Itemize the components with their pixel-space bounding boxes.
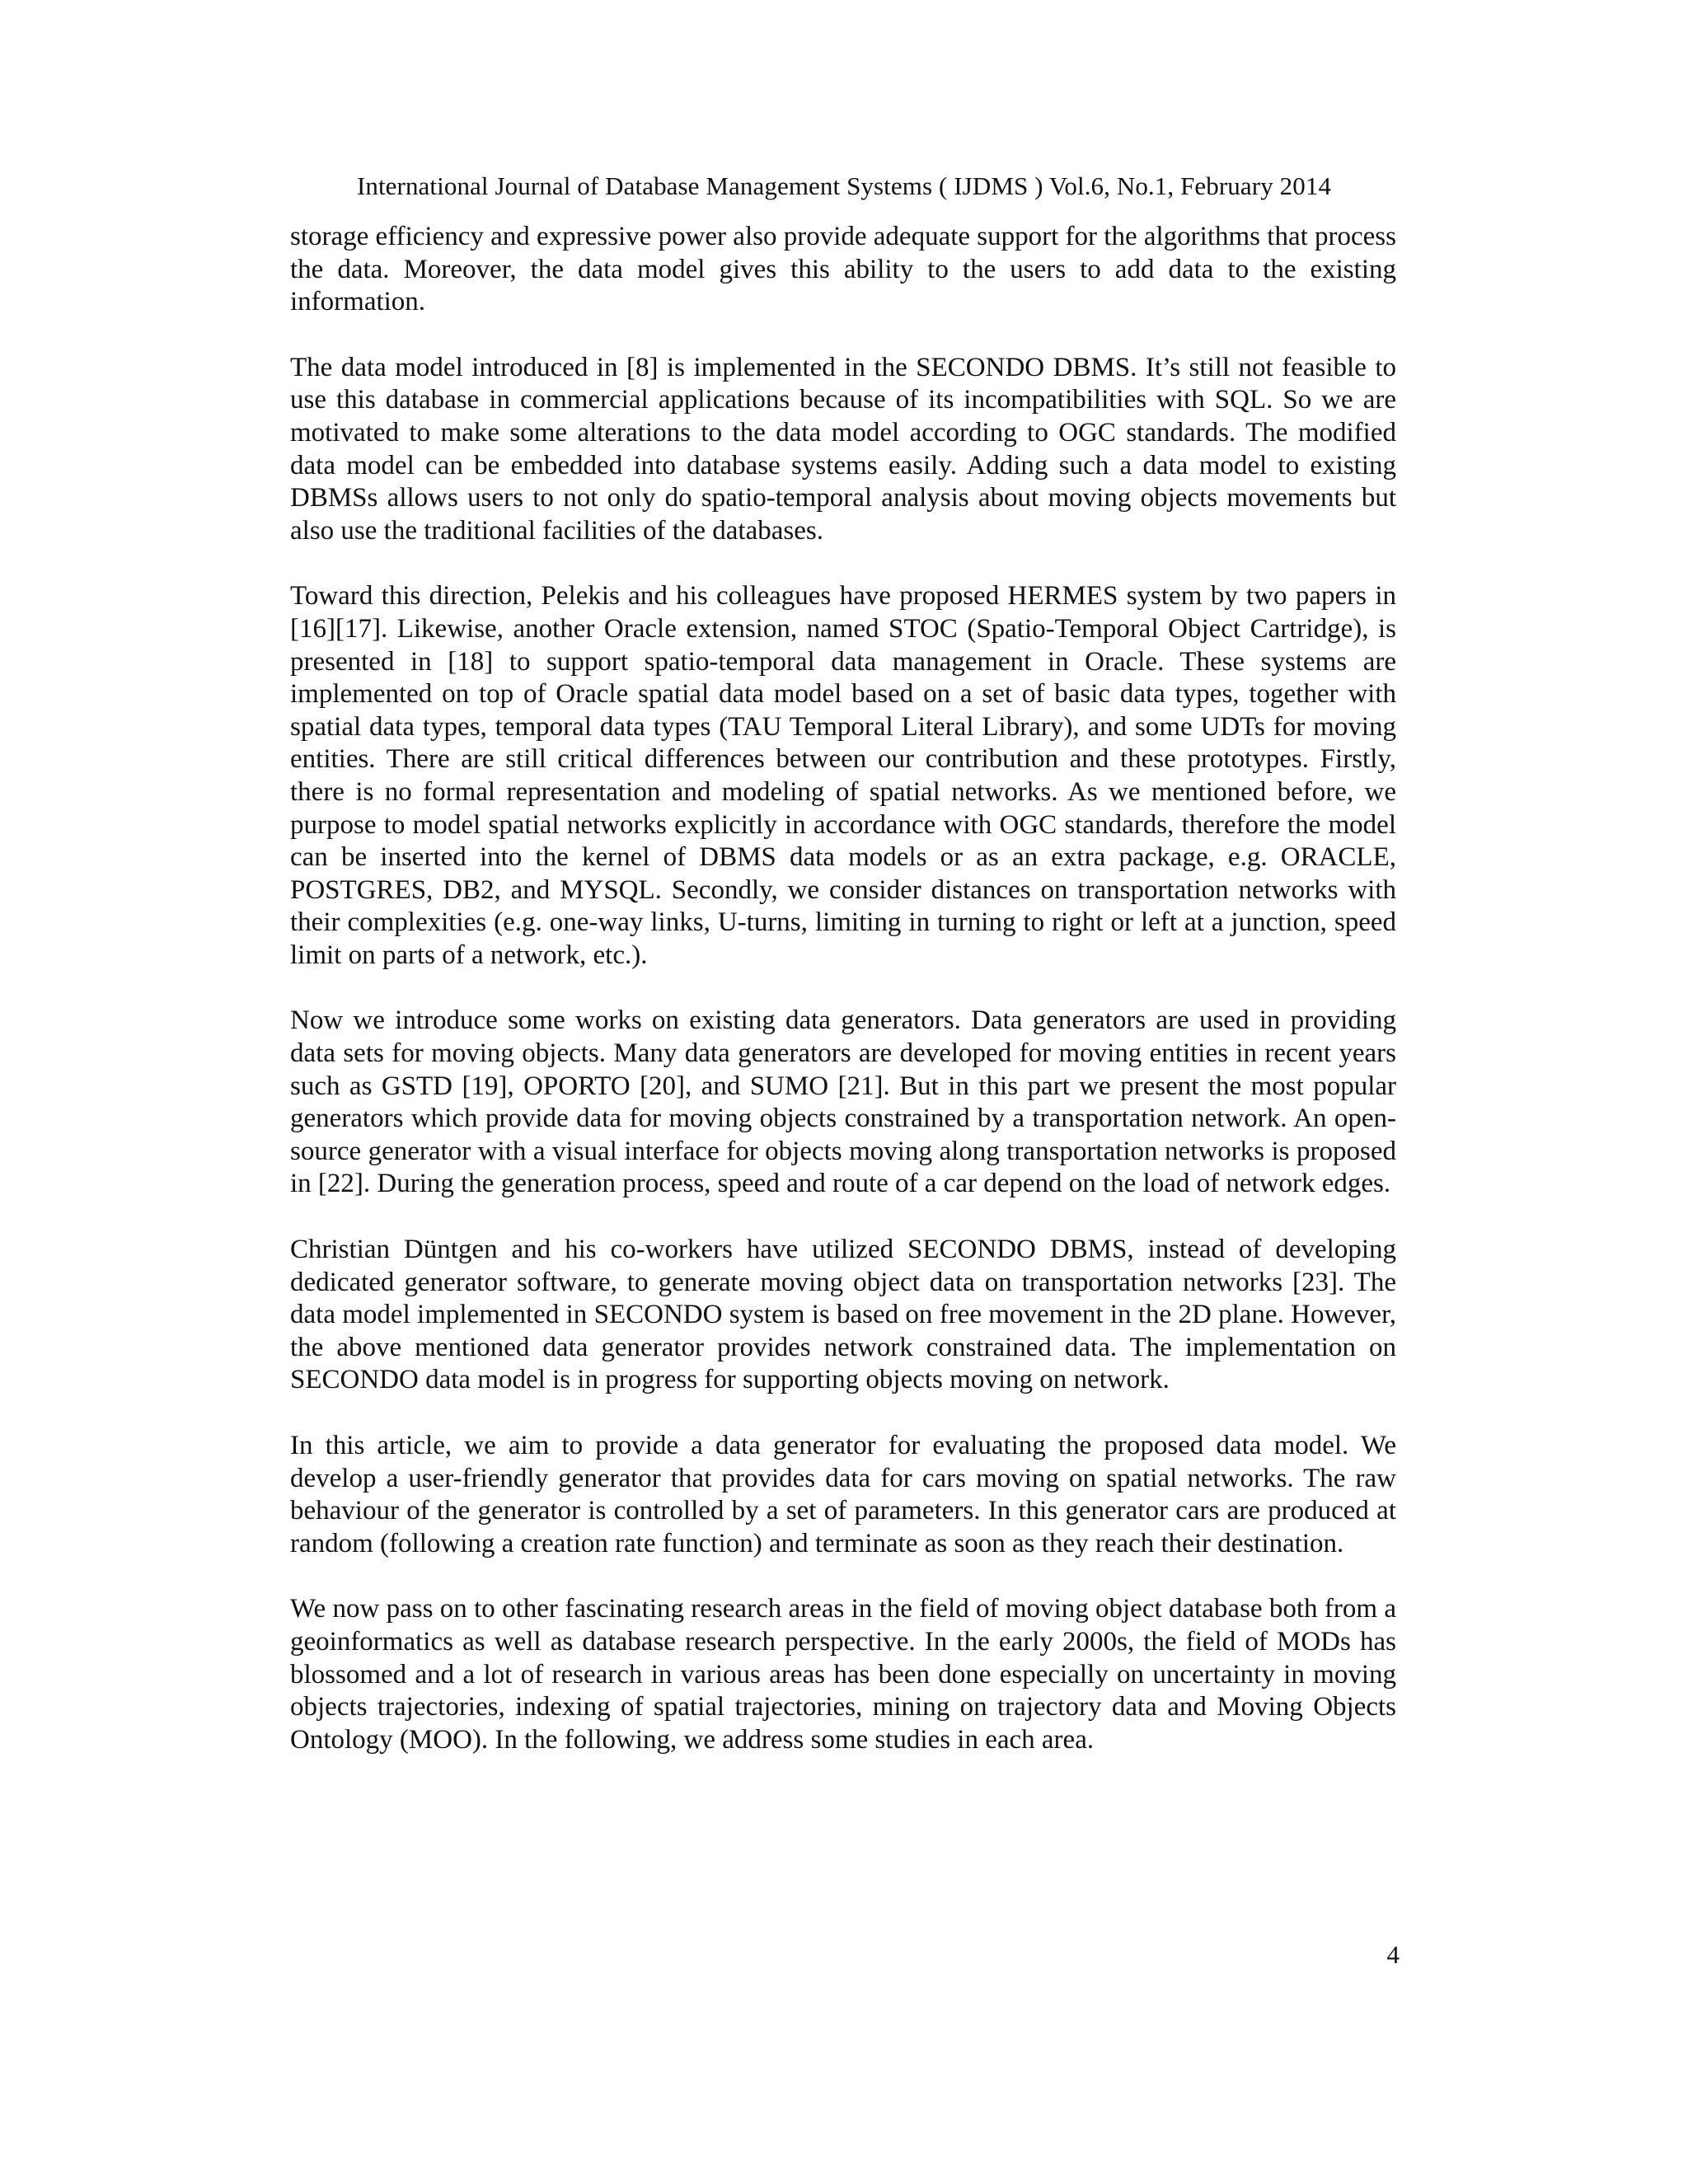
paragraph-research-areas: We now pass on to other fascinating research areas in the field of moving object database both from a geoinformatics as well as database research perspective. In the early 2000s, the field of MODs has blossomed and a lot of research in various areas has been done especially on uncertainty in moving objects trajectories, indexing of spatial trajectories, mining on trajectory data and Moving Objects Ontology (MOO). In the following, we address some studies in each area. xyxy=(290,1594,1396,1755)
paragraph-secondo-implementation: The data model introduced in [8] is implemented in the SECONDO DBMS. It’s still not feasible to use this database in commercial applications because of its incompatibilities with SQL. So we are motivated to make some alterations to the data model according to OGC standards. The modified data model can be embedded into database systems easily. Adding such a data model to existing DBMSs allows users to not only do spatio-temporal analysis about moving objects movements but also use the traditional facilities of the databases. xyxy=(290,352,1396,546)
body-text xyxy=(290,221,1396,1789)
paragraph-hermes-stoc: Toward this direction, Pelekis and his colleagues have proposed HERMES system by two papers in [16][17]. Likewise, another Oracle extension, named STOC (Spatio-Temporal Object Cartridge), is presented in [18] to support spatio-temporal data management in Oracle. These systems are implemented on top of Oracle spatial data model based on a set of basic data types, together with spatial data types, temporal data types (TAU Temporal Literal Library), and some UDTs for moving entities. There are still critical differences between our contribution and these prototypes. Firstly, there is no formal representation and modeling of spatial networks. As we mentioned before, we purpose to model spatial networks explicitly in accordance with OGC standards, therefore the model can be inserted into the kernel of DBMS data models or as an extra package, e.g. ORACLE, POSTGRES, DB2, and MYSQL. Secondly, we consider distances on transportation networks with their complexities (e.g. one-way links, U-turns, limiting in turning to right or left at a junction, speed limit on parts of a network, etc.). xyxy=(290,581,1396,970)
paragraph-storage-efficiency: storage efficiency and expressive power also provide adequate support for the algorithms that process the data. Moreover, the data model gives this ability to the users to add data to the existing information. xyxy=(290,222,1396,317)
running-header: International Journal of Database Management Systems ( IJDMS ) Vol.6, No.1, February 2014 xyxy=(356,171,1332,200)
page-number: 4 xyxy=(1386,1940,1400,1969)
paragraph-data-generators: Now we introduce some works on existing data generators. Data generators are used in providing data sets for moving objects. Many data generators are developed for moving entities in recent years such as GSTD [19], OPORTO [20], and SUMO [21]. But in this part we present the most popular generators which provide data for moving objects constrained by a transportation network. An open-source generator with a visual interface for objects moving along transportation networks is proposed in [22]. During the generation process, speed and route of a car depend on the load of network edges. xyxy=(290,1005,1396,1199)
paragraph-duntgen-secondo: Christian Düntgen and his co-workers have utilized SECONDO DBMS, instead of developing dedicated generator software, to generate moving object data on transportation networks [23]. The data model implemented in SECONDO system is based on free movement in the 2D plane. However, the above mentioned data generator provides network constrained data. The implementation on SECONDO data model is in progress for supporting objects moving on network. xyxy=(290,1235,1396,1395)
paragraph-proposed-generator: In this article, we aim to provide a data generator for evaluating the proposed data model. We develop a user-friendly generator that provides data for cars moving on spatial networks. The raw behaviour of the generator is controlled by a set of parameters. In this generator cars are produced at random (following a creation rate function) and terminate as soon as they reach their destination. xyxy=(290,1431,1396,1558)
